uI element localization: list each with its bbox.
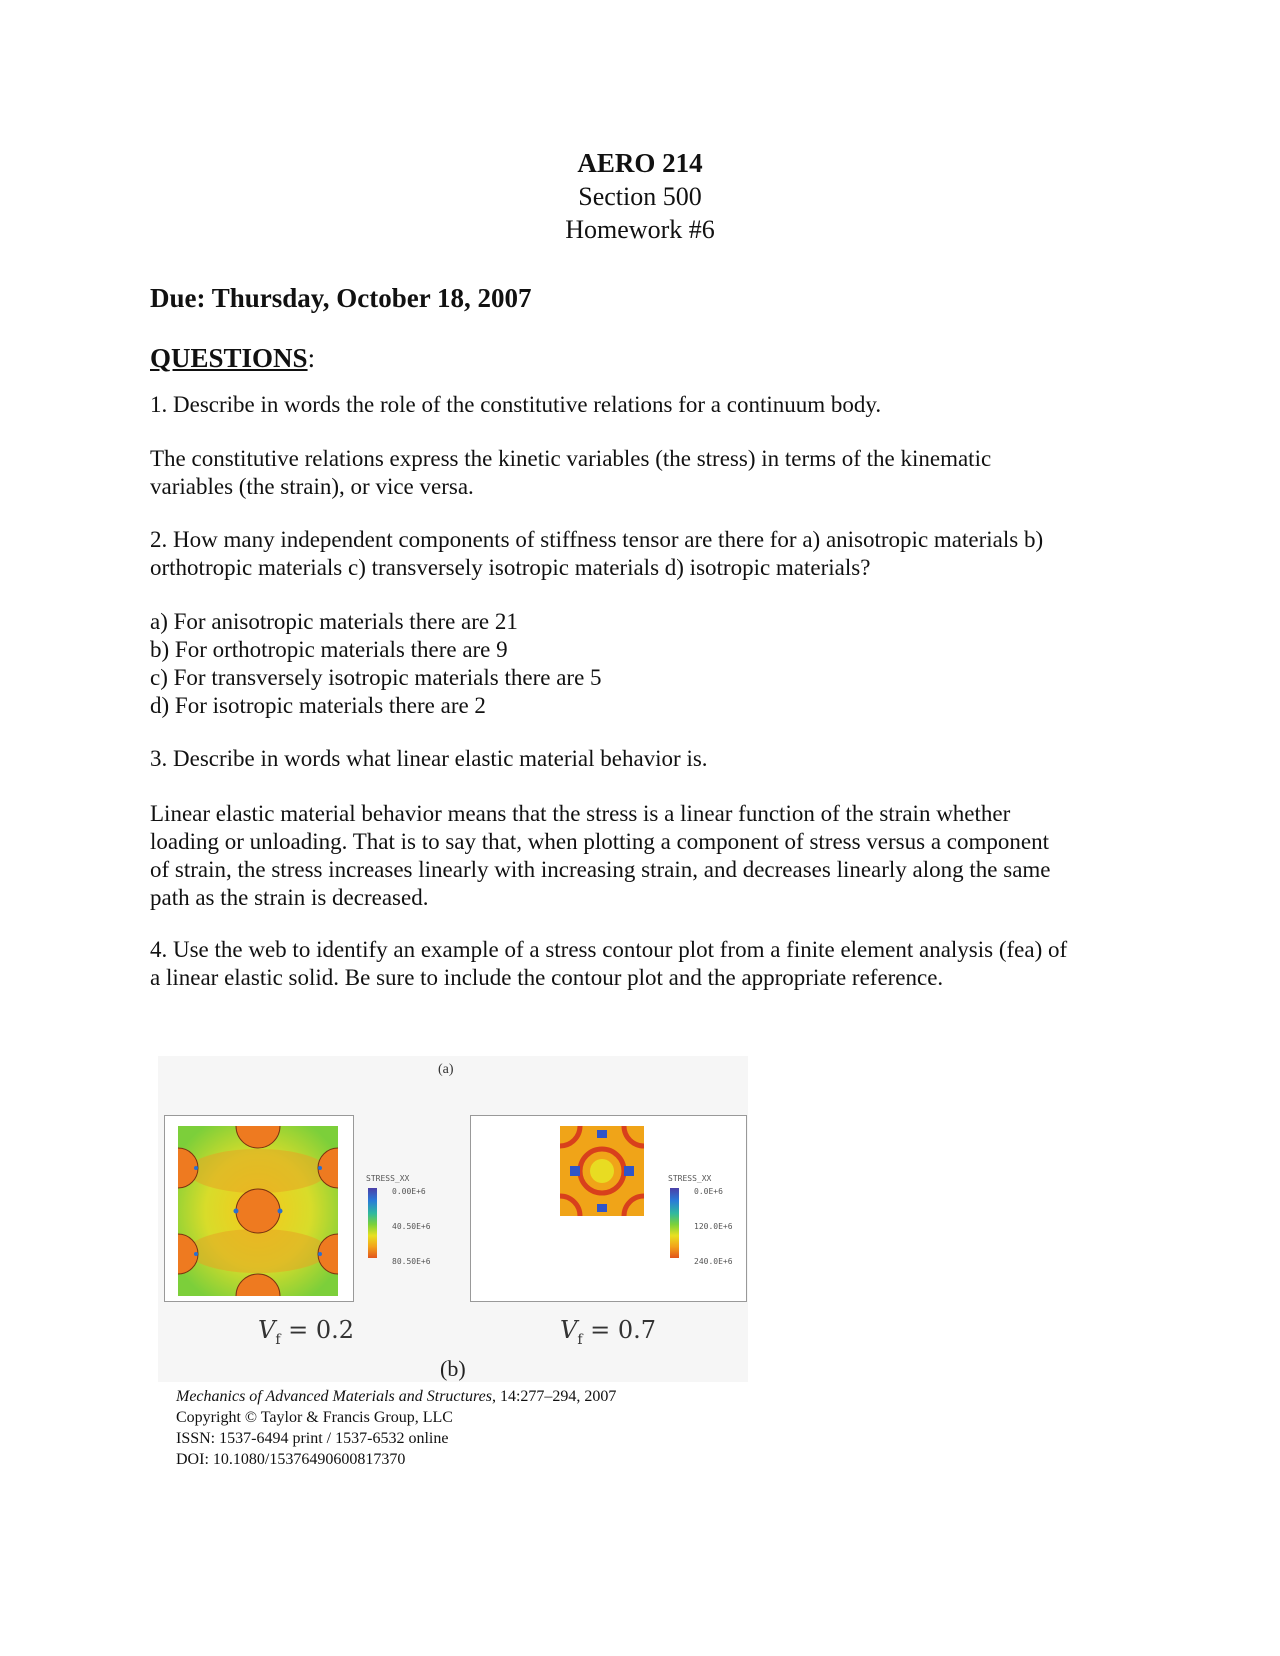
reference-citation: , 14:277–294, 2007 — [491, 1388, 617, 1405]
stress-contour-plot-left — [178, 1126, 338, 1296]
stress-contour-plot-right — [560, 1126, 644, 1216]
reference-doi: DOI: 10.1080/15376490600817370 — [176, 1451, 406, 1468]
reference-journal-line — [176, 1388, 616, 1406]
questions-heading-colon: : — [307, 343, 316, 373]
answer-3 — [150, 800, 1150, 912]
legend-right-value: 240.0E+6 — [694, 1257, 733, 1266]
reference-journal: Mechanics of Advanced Materials and Structures — [176, 1388, 492, 1405]
figure-top-label: (a) — [438, 1062, 454, 1077]
question-2 — [150, 526, 1150, 582]
legend-left-value: 0.00E+6 — [392, 1187, 426, 1196]
course-title: AERO 214 — [577, 148, 703, 178]
volume-fraction-left: $V_f = 0.2$ — [258, 1316, 355, 1348]
answer-3-line: path as the strain is decreased. — [150, 885, 429, 910]
question-2-line: orthotropic materials c) transversely isotropic materials d) isotropic materials? — [150, 555, 871, 580]
answer-2-item: a) For anisotropic materials there are 21 — [150, 609, 518, 634]
legend-left-value: 80.50E+6 — [392, 1257, 431, 1266]
figure-caption: (b) — [440, 1356, 466, 1381]
colorbar-right — [670, 1188, 679, 1258]
question-3-text: 3. Describe in words what linear elastic material behavior is. — [150, 746, 708, 771]
legend-right-title: STRESS_XX — [668, 1174, 712, 1183]
question-2-line: 2. How many independent components of stiffness tensor are there for a) anisotropic materials b) — [150, 527, 1044, 552]
legend-right-value: 0.0E+6 — [694, 1187, 723, 1196]
legend-left-title: STRESS_XX — [366, 1174, 410, 1183]
answer-1-line: The constitutive relations express the kinetic variables (the stress) in terms of the kinematic — [150, 446, 992, 471]
question-4 — [150, 936, 1150, 992]
volume-fraction-right: $V_f = 0.7$ — [560, 1316, 657, 1348]
section-label: Section 500 — [578, 182, 702, 211]
answer-3-line: of strain, the stress increases linearly with increasing strain, and decreases linearly along the same — [150, 857, 1051, 882]
question-3 — [150, 745, 1150, 773]
reference-copyright: Copyright © Taylor & Francis Group, LLC — [176, 1409, 453, 1426]
homework-label: Homework #6 — [565, 215, 715, 244]
answer-3-line: loading or unloading. That is to say that, when plotting a component of stress versus a component — [150, 829, 1049, 854]
answer-2-item: c) For transversely isotropic materials there are 5 — [150, 665, 602, 690]
question-4-line: 4. Use the web to identify an example of a stress contour plot from a finite element analysis (fea) of — [150, 937, 1068, 962]
due-date: Due: Thursday, October 18, 2007 — [150, 283, 532, 313]
legend-left-value: 40.50E+6 — [392, 1222, 431, 1231]
question-1 — [150, 391, 1150, 419]
questions-heading — [150, 343, 315, 374]
answer-1-line: variables (the strain), or vice versa. — [150, 474, 474, 499]
legend-right-value: 120.0E+6 — [694, 1222, 733, 1231]
questions-heading-text: QUESTIONS — [150, 343, 308, 373]
answer-2-item: d) For isotropic materials there are 2 — [150, 693, 486, 718]
answer-2-item: b) For orthotropic materials there are 9 — [150, 637, 508, 662]
answer-3-line: Linear elastic material behavior means that the stress is a linear function of the strain whether — [150, 801, 1011, 826]
answer-2-list — [150, 608, 1150, 720]
reference-issn: ISSN: 1537-6494 print / 1537-6532 online — [176, 1430, 449, 1447]
answer-1 — [150, 445, 1150, 501]
question-4-line: a linear elastic solid. Be sure to include the contour plot and the appropriate reference. — [150, 965, 944, 990]
question-1-text: 1. Describe in words the role of the constitutive relations for a continuum body. — [150, 392, 882, 417]
colorbar-left — [368, 1188, 377, 1258]
